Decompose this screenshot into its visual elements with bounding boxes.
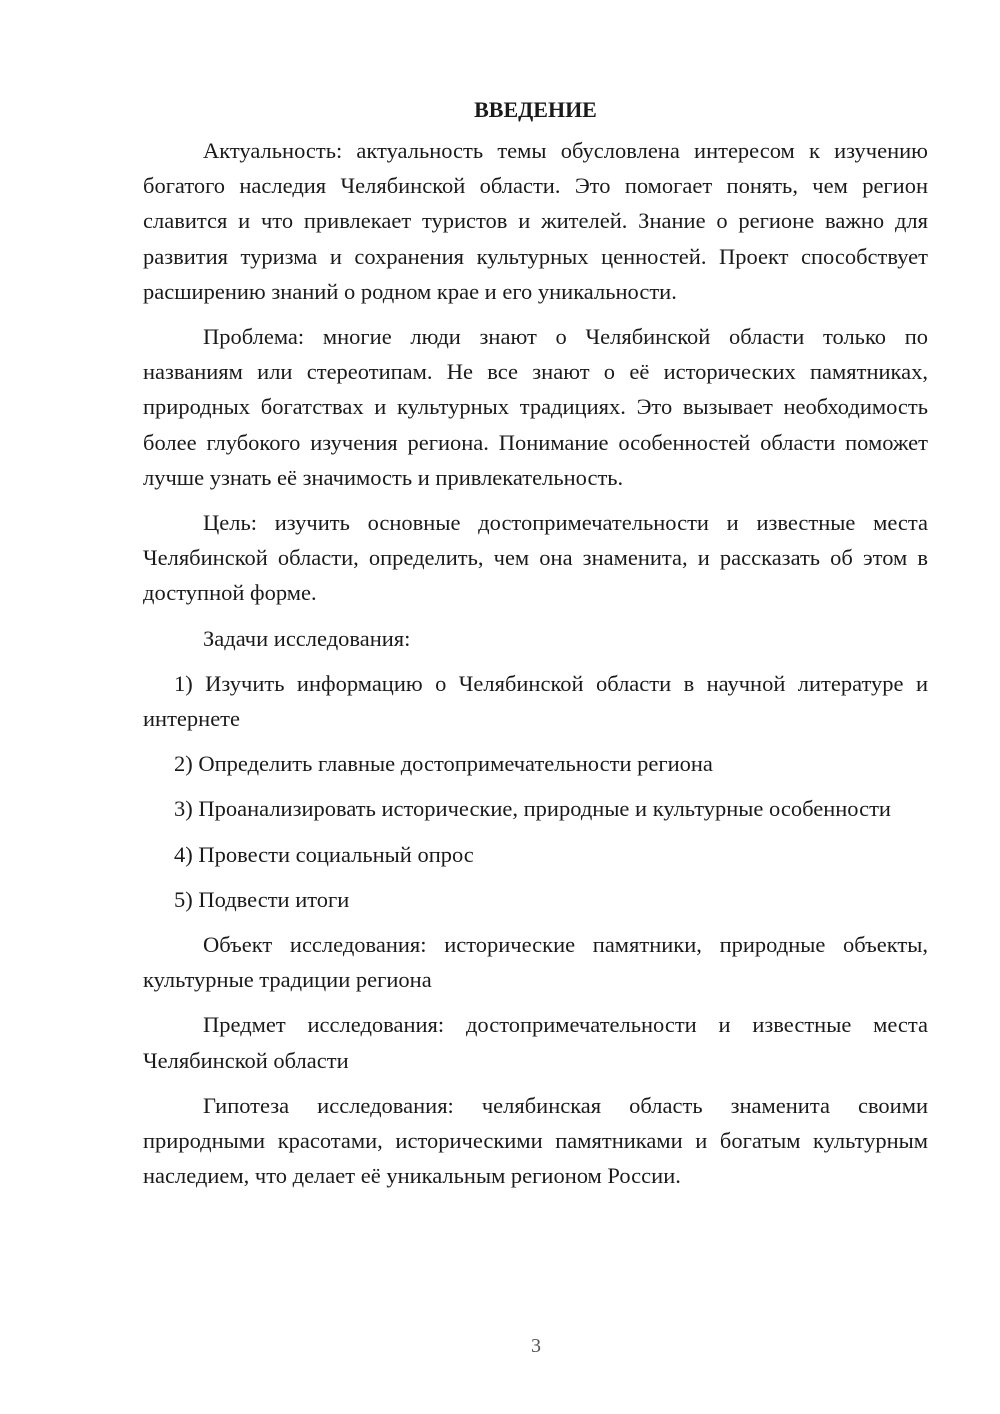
task-item-5: 5) Подвести итоги xyxy=(174,886,350,912)
section-title: ВВЕДЕНИЕ xyxy=(474,97,597,122)
problem-paragraph: Проблема: многие люди знают о Челябинской области только по названиям или стереотипам. Не все знают о её исторических памятниках, природных богатствах и культурных традициях. Это вызывает необходимость более глубокого изучения региона. Понимание особенностей области поможет лучше узнать её значимость и привлекательность. xyxy=(143,324,928,490)
document-page xyxy=(143,92,928,1193)
goal-paragraph: Цель: изучить основные достопримечательности и известные места Челябинской области, определить, чем она знаменита, и рассказать об этом в доступной форме. xyxy=(143,510,928,606)
page-number: 3 xyxy=(531,1335,541,1357)
subject-paragraph: Предмет исследования: достопримечательности и известные места Челябинской области xyxy=(143,1012,928,1073)
task-item-2: 2) Определить главные достопримечательности региона xyxy=(174,751,713,777)
task-item-1: 1) Изучить информацию о Челябинской области в научной литературе и интернете xyxy=(143,670,928,732)
task-item-3: 3) Проанализировать исторические, природные и культурные особенности xyxy=(174,796,891,822)
object-paragraph: Объект исследования: исторические памятники, природные объекты, культурные традиции региона xyxy=(143,932,928,993)
task-item-4: 4) Провести социальный опрос xyxy=(174,841,474,867)
relevance-paragraph: Актуальность: актуальность темы обусловлена интересом к изучению богатого наследия Челябинской области. Это помогает понять, чем регион славится и что привлекает туристов и жителей. Знание о регионе важно для развития туризма и сохранения культурных ценностей. Проект способствует расширению знаний о родном крае и его уникальности. xyxy=(143,138,928,304)
tasks-heading: Задачи исследования: xyxy=(203,625,411,651)
hypothesis-paragraph: Гипотеза исследования: челябинская область знаменита своими природными красотами, историческими памятниками и богатым культурным наследием, что делает её уникальным регионом России. xyxy=(143,1092,928,1189)
